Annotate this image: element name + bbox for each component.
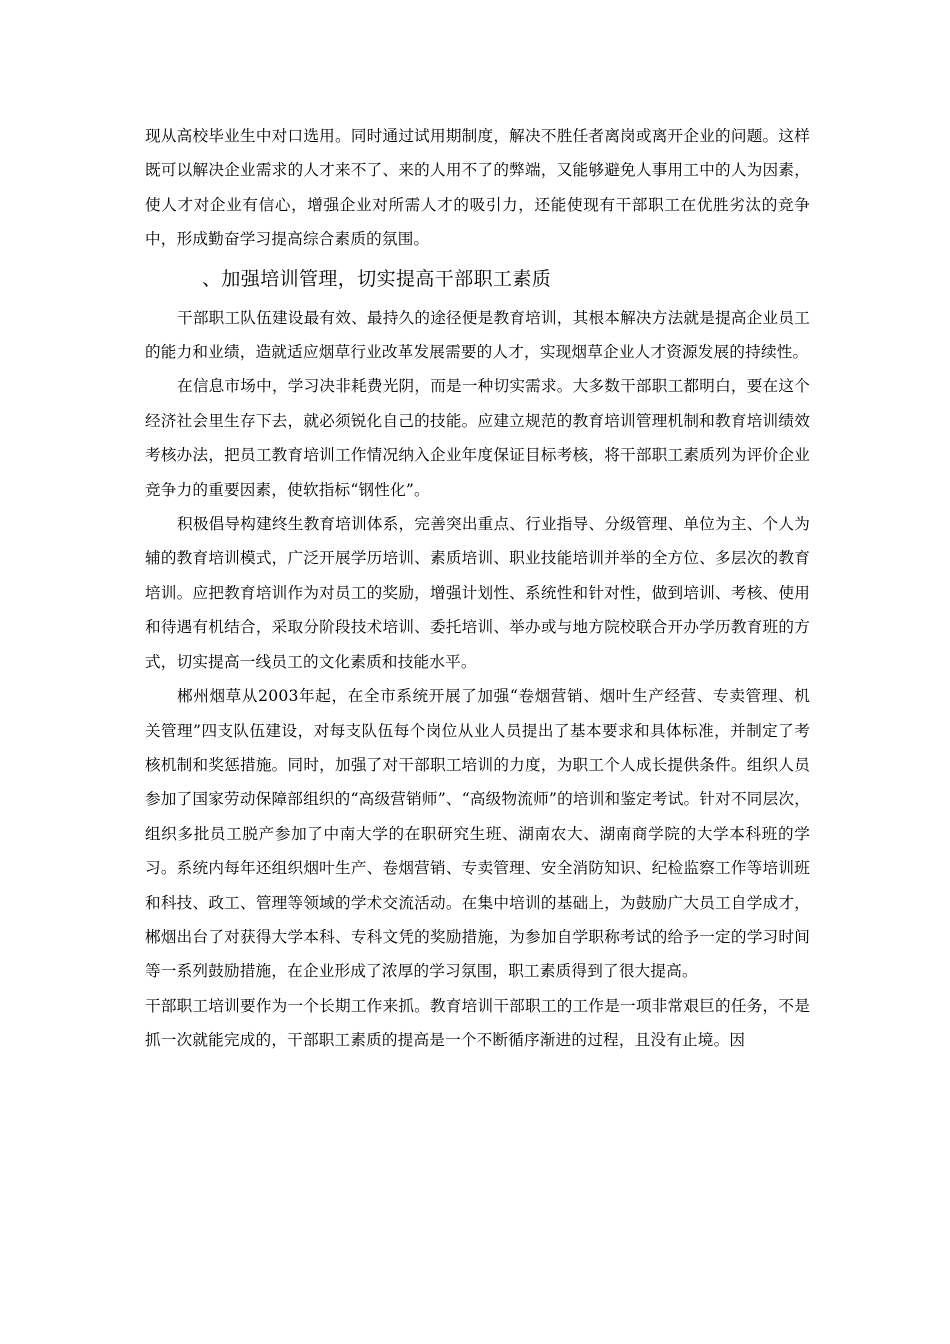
paragraph-learning-demand: 在信息市场中，学习决非耗费光阴，而是一种切实需求。大多数干部职工都明白，要在这个经济社会里生存下去，就必须锐化自己的技能。应建立规范的教育培训管理机制和教育培训绩效考核办法，把员工教育培训工作情况纳入企业年度保证目标考核，将干部职工素质列为评价企业竞争力的重要因素，使软指标“钢性化”。 (145, 377, 810, 499)
paragraph-education-training: 干部职工队伍建设最有效、最持久的途径便是教育培训，其根本解决方法就是提高企业员工的能力和业绩，造就适应烟草行业改革发展需要的人才，实现烟草企业人才资源发展的持续性。 (145, 308, 810, 362)
section-heading-training-management: 、加强培训管理，切实提高干部职工素质 (202, 267, 552, 290)
paragraph-lifelong-education: 积极倡导构建终生教育培训体系，完善突出重点、行业指导、分级管理、单位为主、个人为辅的教育培训模式，广泛开展学历培训、素质培训、职业技能培训并举的全方位、多层次的教育培训。应把教育培训作为对员工的奖励，增强计划性、系统性和针对性，做到培训、考核、使用和待遇有机结合，采取分阶段技术培训、委托培训、举办或与地方院校联合开办学历教育班的方式，切实提高一线员工的文化素质和技能水平。 (145, 515, 810, 671)
paragraph-talent-selection: 现从高校毕业生中对口选用。同时通过试用期制度，解决不胜任者离岗或离开企业的问题。这样既可以解决企业需求的人才来不了、来的人用不了的弊端，又能够避免人事用工中的人为因素，使人才对企业有信心，增强企业对所需人才的吸引力，还能使现有干部职工在优胜劣汰的竞争中，形成勤奋学习提高综合素质的氛围。 (145, 127, 810, 249)
paragraph-long-term-training: 干部职工培训要作为一个长期工作来抓。教育培训干部职工的工作是一项非常艰巨的任务，不是抓一次就能完成的，干部职工素质的提高是一个不断循序渐进的过程，且没有止境。因 (145, 996, 810, 1050)
document-body (145, 119, 810, 1058)
paragraph-chenzhou-example: 郴州烟草从2003年起，在全市系统开展了加强“卷烟营销、烟叶生产经营、专卖管理、机关管理”四支队伍建设，对每支队伍每个岗位从业人员提出了基本要求和具体标准，并制定了考核机制和奖惩措施。同时，加强了对干部职工培训的力度，为职工个人成长提供条件。组织人员参加了国家劳动保障部组织的“高级营销师”、“高级物流师”的培训和鉴定考试。针对不同层次，组织多批员工脱产参加了中南大学的在职研究生班、湖南农大、湖南商学院的大学本科班的学习。系统内每年还组织烟叶生产、卷烟营销、专卖管理、安全消防知识、纪检监察工作等培训班和科技、政工、管理等领域的学术交流活动。在集中培训的基础上，为鼓励广大员工自学成才，郴烟出台了对获得大学本科、专科文凭的奖励措施，为参加自学职称考试的给予一定的学习时间等一系列鼓励措施，在企业形成了浓厚的学习氛围，职工素质得到了很大提高。 (145, 687, 810, 981)
